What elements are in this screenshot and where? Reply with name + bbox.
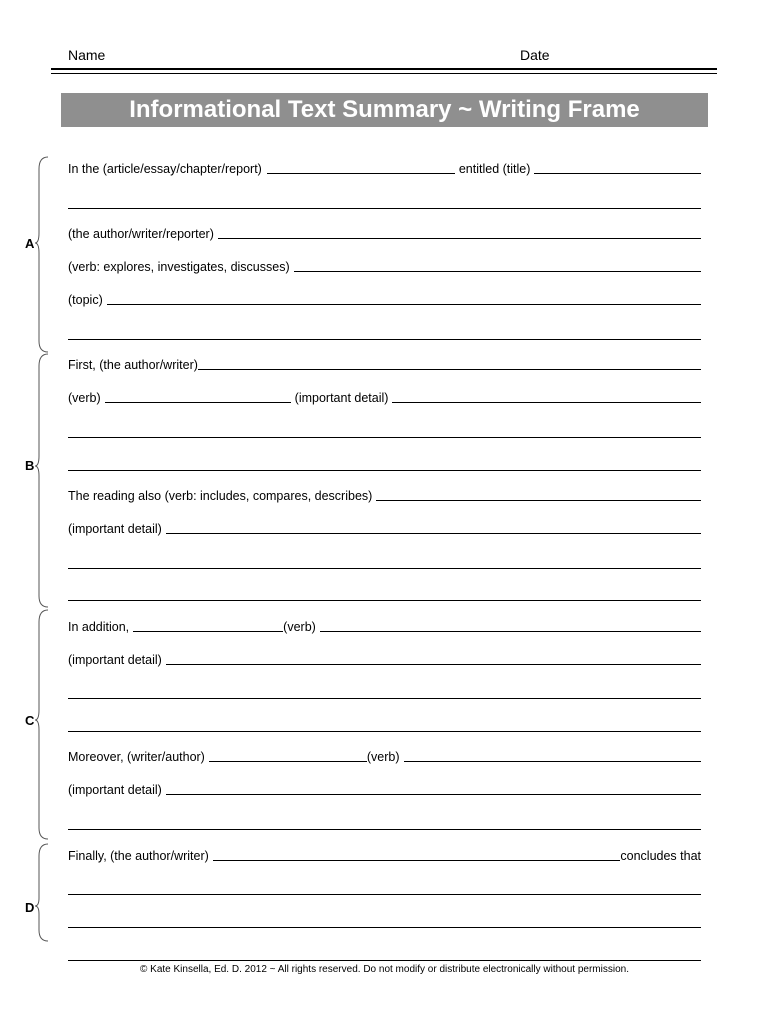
b-row-3 — [68, 486, 701, 504]
a-article-prompt: In the (article/essay/chapter/report) — [68, 162, 262, 176]
b-detail2-prompt: (important detail) — [68, 522, 162, 536]
page-title: Informational Text Summary ~ Writing Frame — [61, 93, 708, 127]
c-in-addition-prompt: In addition, — [68, 620, 130, 634]
header-rule-thin — [51, 73, 717, 74]
a-title-prompt: entitled (title) — [458, 162, 531, 176]
d-row-1 — [68, 846, 701, 864]
b-verb-prompt: (verb) — [68, 391, 101, 405]
section-c-label: C — [25, 713, 35, 728]
c-detail-blank[interactable] — [166, 664, 701, 665]
d-concludes-prompt: concludes that — [620, 849, 701, 863]
a-verb-prompt: (verb: explores, investigates, discusses) — [68, 260, 290, 274]
d-finally-prompt: Finally, (the author/writer) — [68, 849, 209, 863]
c-blank-line-2[interactable] — [68, 731, 701, 732]
b-detail2-blank[interactable] — [166, 533, 701, 534]
author-blank[interactable] — [218, 238, 701, 239]
b-reading-also-prompt: The reading also (verb: includes, compares, describes) — [68, 489, 373, 503]
c-verb-blank[interactable] — [320, 631, 701, 632]
b-detail-blank[interactable] — [392, 402, 701, 403]
d-author-blank[interactable] — [213, 860, 621, 861]
b-detail-prompt: (important detail) — [294, 391, 389, 405]
b-first-prompt: First, (the author/writer) — [68, 358, 198, 372]
b-blank-line-4[interactable] — [68, 600, 701, 601]
b-verb-blank[interactable] — [105, 402, 291, 403]
date-label: Date — [520, 47, 550, 63]
c-verb-prompt: (verb) — [283, 620, 316, 634]
b-row-2 — [68, 388, 701, 406]
section-d-label: D — [25, 900, 35, 915]
topic-blank[interactable] — [107, 304, 701, 305]
a-row-3 — [68, 257, 701, 275]
a-author-prompt: (the author/writer/reporter) — [68, 227, 214, 241]
a-blank-line-1[interactable] — [68, 208, 701, 209]
d-blank-line-1[interactable] — [68, 894, 701, 895]
section-b-brace — [34, 352, 50, 610]
section-a-brace — [34, 155, 50, 355]
copyright-footer: © Kate Kinsella, Ed. D. 2012 ~ All rights reserved. Do not modify or distribute electronically without permission. — [140, 964, 629, 975]
section-c-brace — [34, 608, 50, 842]
a-row-2 — [68, 224, 701, 242]
c-row-2 — [68, 650, 701, 668]
title-blank[interactable] — [534, 173, 701, 174]
b-blank-line-2[interactable] — [68, 470, 701, 471]
a-blank-line-2[interactable] — [68, 339, 701, 340]
section-d-brace — [34, 842, 50, 944]
header-rule — [51, 68, 717, 70]
footer-rule — [68, 960, 701, 961]
a-topic-prompt: (topic) — [68, 293, 103, 307]
a-row-4 — [68, 290, 701, 308]
b-row-4 — [68, 519, 701, 537]
d-blank-line-2[interactable] — [68, 927, 701, 928]
article-type-blank[interactable] — [267, 173, 455, 174]
section-b-label: B — [25, 458, 35, 473]
c-verb2-prompt: (verb) — [366, 750, 400, 764]
c-row-3 — [68, 747, 701, 765]
a-row-1 — [68, 159, 701, 177]
c-verb2-blank[interactable] — [404, 761, 701, 762]
section-a-label: A — [25, 236, 35, 251]
b-reading-blank[interactable] — [376, 500, 701, 501]
c-detail2-blank[interactable] — [166, 794, 701, 795]
c-addition-blank[interactable] — [133, 631, 283, 632]
name-label: Name — [68, 47, 106, 63]
c-row-1 — [68, 617, 701, 635]
c-author-blank[interactable] — [209, 761, 367, 762]
c-detail2-prompt: (important detail) — [68, 783, 162, 797]
b-row-1 — [68, 355, 701, 373]
b-blank-line-1[interactable] — [68, 437, 701, 438]
b-author-blank[interactable] — [198, 369, 701, 370]
verb-blank[interactable] — [294, 271, 701, 272]
c-detail-prompt: (important detail) — [68, 653, 162, 667]
c-moreover-prompt: Moreover, (writer/author) — [68, 750, 205, 764]
c-blank-line-1[interactable] — [68, 698, 701, 699]
c-blank-line-3[interactable] — [68, 829, 701, 830]
c-row-4 — [68, 780, 701, 798]
b-blank-line-3[interactable] — [68, 568, 701, 569]
